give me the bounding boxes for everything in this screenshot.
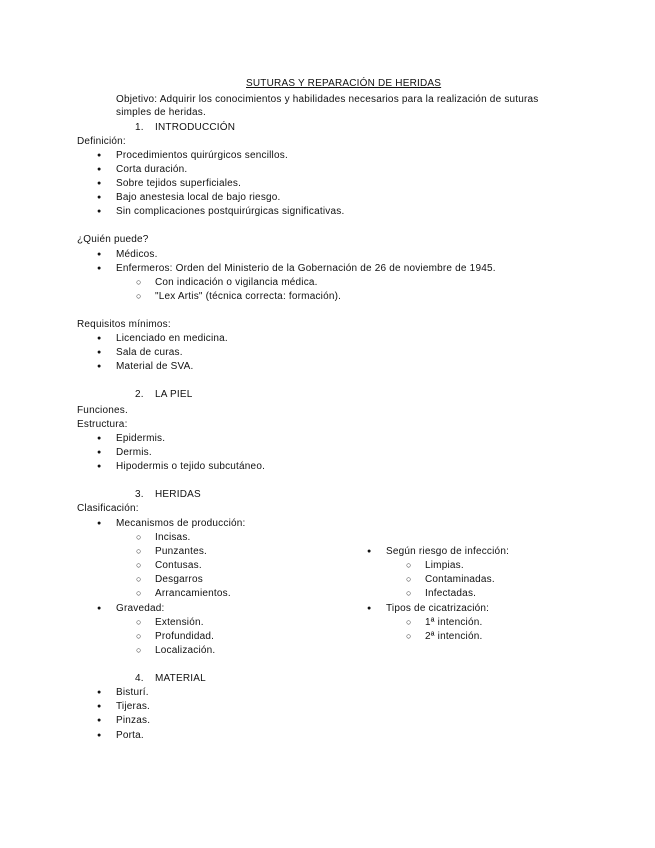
who-subitem: ○ "Lex Artis" (técnica correcta: formación).: [155, 290, 341, 303]
structure-label: Estructura:: [77, 419, 128, 430]
who-subitem: ○ Con indicación o vigilancia médica.: [155, 276, 318, 289]
material-item: ● Porta.: [116, 729, 144, 742]
definition-item: ● Bajo anestesia local de bajo riesgo.: [116, 191, 281, 204]
mechanism-subitem: ○ Contusas.: [155, 559, 202, 572]
mechanisms-item: ● Mecanismos de producción:: [116, 517, 246, 530]
section-4-heading: MATERIAL: [155, 673, 206, 684]
section-3-heading: HERIDAS: [155, 489, 201, 500]
who-item: ● Médicos.: [116, 248, 158, 261]
severity-subitem: ○ Profundidad.: [155, 630, 214, 643]
infection-risk-subitem: ○ Contaminadas.: [425, 573, 495, 586]
section-1-number: 1.: [135, 122, 144, 133]
section-1-heading: INTRODUCCIÓN: [155, 122, 236, 133]
requirement-item: ● Sala de curas.: [116, 346, 183, 359]
severity-item: ● Gravedad:: [116, 602, 165, 615]
severity-subitem: ○ Extensión.: [155, 616, 204, 629]
material-item: ● Tijeras.: [116, 700, 150, 713]
definition-item: ● Sin complicaciones postquirúrgicas significativas.: [116, 205, 344, 218]
definition-item: ● Sobre tejidos superficiales.: [116, 177, 241, 190]
definition-item: ● Procedimientos quirúrgicos sencillos.: [116, 149, 288, 162]
who-item: ● Enfermeros: Orden del Ministerio de la Gobernación de 26 de noviembre de 1945.: [116, 262, 496, 275]
document-title: SUTURAS Y REPARACIÓN DE HERIDAS: [246, 78, 442, 89]
who-label: ¿Quién puede?: [77, 234, 149, 245]
functions-label: Funciones.: [77, 405, 128, 416]
mechanism-subitem: ○ Punzantes.: [155, 545, 207, 558]
requirements-label: Requisitos mínimos:: [77, 319, 171, 330]
requirement-item: ● Licenciado en medicina.: [116, 332, 228, 345]
definition-item: ● Corta duración.: [116, 163, 187, 176]
infection-risk-subitem: ○ Infectadas.: [425, 587, 476, 600]
structure-item: ● Epidermis.: [116, 432, 165, 445]
material-item: ● Pinzas.: [116, 714, 150, 727]
healing-type-subitem: ○ 2ª intención.: [425, 630, 482, 643]
section-4-number: 4.: [135, 673, 144, 684]
severity-subitem: ○ Localización.: [155, 644, 215, 657]
section-3-number: 3.: [135, 489, 144, 500]
section-2-number: 2.: [135, 389, 144, 400]
mechanism-subitem: ○ Arrancamientos.: [155, 587, 231, 600]
structure-item: ● Hipodermis o tejido subcutáneo.: [116, 460, 265, 473]
infection-risk-item: ● Según riesgo de infección:: [386, 545, 509, 558]
objective-line-2: simples de heridas.: [116, 107, 206, 118]
healing-types-item: ● Tipos de cicatrización:: [386, 602, 489, 615]
requirement-item: ● Material de SVA.: [116, 360, 194, 373]
classification-label: Clasificación:: [77, 503, 139, 514]
material-item: ● Bisturí.: [116, 686, 149, 699]
objective-line-1: Objetivo: Adquirir los conocimientos y habilidades necesarios para la realización de suturas: [116, 94, 539, 105]
healing-type-subitem: ○ 1ª intención.: [425, 616, 482, 629]
infection-risk-subitem: ○ Limpias.: [425, 559, 464, 572]
definition-label: Definición:: [77, 136, 126, 147]
mechanism-subitem: ○ Desgarros: [155, 573, 203, 586]
mechanism-subitem: ○ Incisas.: [155, 531, 191, 544]
section-2-heading: LA PIEL: [155, 389, 193, 400]
structure-item: ● Dermis.: [116, 446, 152, 459]
